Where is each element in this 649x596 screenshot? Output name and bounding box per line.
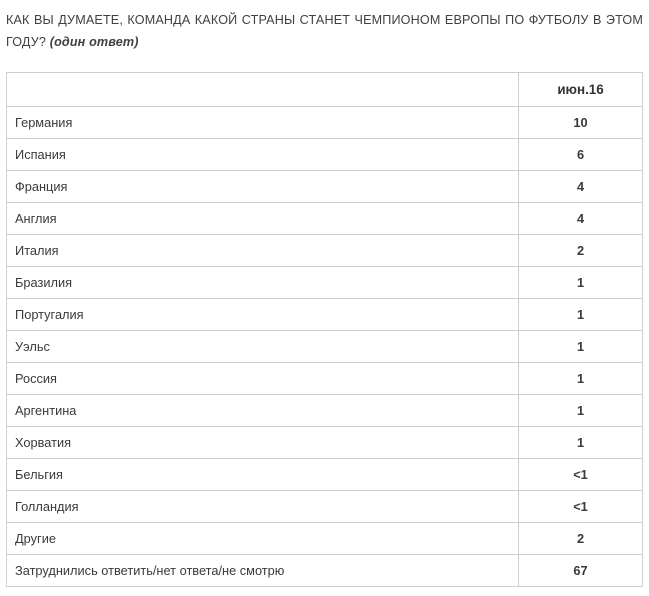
results-table-body: [7, 73, 643, 587]
row-label: Россия: [7, 363, 519, 395]
table-header-row: [7, 73, 643, 107]
question-text: [6, 9, 643, 53]
table-row: [7, 235, 643, 267]
table-row: [7, 491, 643, 523]
row-label: Уэльс: [7, 331, 519, 363]
row-value: 2: [519, 523, 643, 555]
table-row: [7, 331, 643, 363]
table-row: [7, 555, 643, 587]
row-value: 2: [519, 235, 643, 267]
table-row: [7, 459, 643, 491]
row-label: Бельгия: [7, 459, 519, 491]
table-row: [7, 523, 643, 555]
document-page: [0, 9, 649, 587]
row-value: 1: [519, 299, 643, 331]
row-label: Голландия: [7, 491, 519, 523]
row-label: Франция: [7, 171, 519, 203]
table-row: [7, 299, 643, 331]
row-value: 10: [519, 107, 643, 139]
row-value: 1: [519, 427, 643, 459]
row-value: 1: [519, 395, 643, 427]
row-label: Другие: [7, 523, 519, 555]
row-value: 67: [519, 555, 643, 587]
row-label: Англия: [7, 203, 519, 235]
row-label: Италия: [7, 235, 519, 267]
table-row: [7, 139, 643, 171]
row-label: Хорватия: [7, 427, 519, 459]
question-text-main: КАК ВЫ ДУМАЕТЕ, КОМАНДА КАКОЙ СТРАНЫ СТАНЕТ ЧЕМПИОНОМ ЕВРОПЫ ПО ФУТБОЛУ В ЭТОМ ГОДУ?: [6, 13, 643, 49]
question-text-emphasis: (один ответ): [49, 35, 139, 49]
row-value: <1: [519, 459, 643, 491]
results-table: [6, 72, 643, 587]
table-row: [7, 427, 643, 459]
row-label: Португалия: [7, 299, 519, 331]
row-value: 1: [519, 267, 643, 299]
table-row: [7, 363, 643, 395]
table-row: [7, 107, 643, 139]
row-value: 1: [519, 363, 643, 395]
row-value: <1: [519, 491, 643, 523]
table-row: [7, 203, 643, 235]
row-value: 4: [519, 203, 643, 235]
row-label: Затруднились ответить/нет ответа/не смотрю: [7, 555, 519, 587]
row-value: 6: [519, 139, 643, 171]
table-header-period: июн.16: [519, 73, 643, 107]
table-header-label: [7, 73, 519, 107]
row-value: 1: [519, 331, 643, 363]
table-row: [7, 171, 643, 203]
row-label: Бразилия: [7, 267, 519, 299]
row-label: Испания: [7, 139, 519, 171]
table-row: [7, 267, 643, 299]
table-row: [7, 395, 643, 427]
row-label: Германия: [7, 107, 519, 139]
row-value: 4: [519, 171, 643, 203]
row-label: Аргентина: [7, 395, 519, 427]
